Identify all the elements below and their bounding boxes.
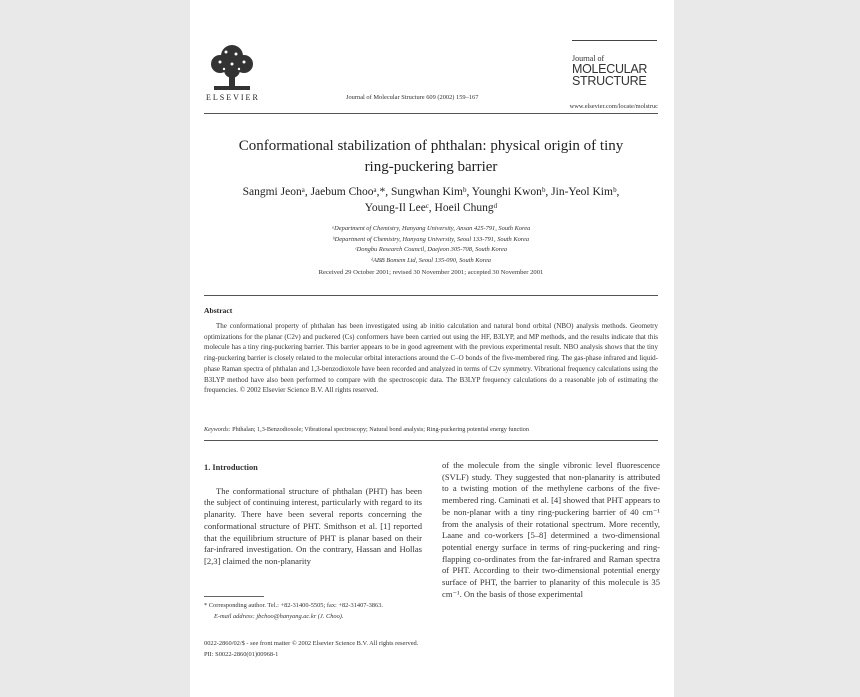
keywords <box>204 426 658 433</box>
pii-line: PII: S0022-2860(01)00968-1 <box>204 651 279 658</box>
journal-logo-structure: STRUCTURE <box>572 74 647 88</box>
publisher-name: ELSEVIER <box>206 93 260 102</box>
corresponding-author-note: * Corresponding author. Tel.: +82-31400-5505; fax: +82-31407-3863. <box>204 602 383 609</box>
affiliation-b: ᵇDepartment of Chemistry, Hanyang University, Seoul 133-791, South Korea <box>332 235 530 243</box>
authors-line-2: Young-Il Leeᶜ, Hoeil Chungᵈ <box>364 202 498 214</box>
affiliation-d: ᵈABB Bomem Ltd, Seoul 135-090, South Korea <box>371 256 491 264</box>
abstract-heading: Abstract <box>204 306 233 315</box>
email-note: E-mail address: jbchoo@hanyang.ac.kr (J. Choo). <box>214 612 344 620</box>
elsevier-tree-logo <box>206 42 258 92</box>
journal-logo-rule <box>572 40 657 41</box>
copyright-line: 0022-2860/02/$ - see front matter © 2002 Elsevier Science B.V. All rights reserved. <box>204 640 419 647</box>
journal-url[interactable]: www.elsevier.com/locate/molstruc <box>569 103 658 110</box>
abstract-top-rule <box>204 295 658 296</box>
right-column <box>442 460 660 600</box>
affiliations <box>204 224 658 266</box>
author-list <box>204 184 658 216</box>
authors-line-1: Sangmi Jeonᵃ, Jaebum Chooᵃ,*, Sungwhan Kimᵇ, Younghi Kwonᵇ, Jin-Yeol Kimᵇ, <box>242 186 620 198</box>
article-title <box>204 136 658 178</box>
keywords-list: Phthalan; 1,3-Benzodioxole; Vibrational spectroscopy; Natural bond analysis; Ring-puckering potential energy function <box>232 426 529 433</box>
footnote <box>204 601 422 622</box>
journal-citation: Journal of Molecular Structure 609 (2002) 159–167 <box>346 94 479 101</box>
paper-page <box>190 0 674 697</box>
received-dates: Received 29 October 2001; revised 30 November 2001; accepted 30 November 2001 <box>318 269 544 276</box>
journal-logo-of: Journal of <box>572 54 605 63</box>
left-column <box>204 462 422 568</box>
title-line-2: ring-puckering barrier <box>364 159 498 175</box>
header-rule <box>204 113 658 114</box>
copyright-block <box>204 638 504 660</box>
intro-paragraph-left: The conformational structure of phthalan (PHT) has been the subject of continuing interest, particularly with regard to its planarity. There have been several reports concerning the conformational structure of PHT. Smithson et al. [1] reported that the equilibrium structure of PHT is planar based on their far-infrared investigation. On the contrary, Hassan and Hollas [2,3] claimed the non-planarity <box>204 485 422 566</box>
journal-logo-molecular: MOLECULAR <box>572 62 648 76</box>
title-line-1: Conformational stabilization of phthalan: physical origin of tiny <box>238 138 624 154</box>
affiliation-c: ᶜDongbu Research Council, Daejeon 305-708, South Korea <box>354 246 508 253</box>
abstract-bottom-rule <box>204 440 658 441</box>
introduction-heading: 1. Introduction <box>204 463 258 472</box>
keywords-label: Keywords: <box>204 426 231 433</box>
footnote-rule <box>204 596 264 597</box>
affiliation-a: ᵃDepartment of Chemistry, Hanyang University, Ansan 425-791, South Korea <box>331 225 531 232</box>
intro-paragraph-right: of the molecule from the single vibronic level fluorescence (SVLF) study. They suggested that non-planarity is attributed to a twisting motion of the methylene carbons of the five-membered ring. Caminati et al. [4] showed that PHT appears to be non-planar with a tiny ring-puckering barrier of 40 cm⁻¹ from the analysis of their rotational spectrum. More recently, Laane and co-workers [5–8] determined a two-dimensional potential energy surface in terms of ring-puckering and ring-flapping co-ordinates from the far-infrared and Raman spectra of PHT. According to their two-dimensional potential energy surface of PHT, the barrier to planarity of this molecule is 35 cm⁻¹. On the basis of those experimental <box>442 460 660 599</box>
abstract-text: The conformational property of phthalan has been investigated using ab initio calculation and natural bond orbital (NBO) analysis methods. Geometry optimizations for the planar (C2v) and puckered (Cs) conformers have been carried out using the HF, B3LYP, and MP methods, and the results indicate that this molecule has a tiny ring-puckering barrier. This barrier appears to be in good agreement with the previous experimental result. NBO analysis shows that the tiny ring-puckering barrier is closely related to the molecular orbital interactions around the C–O bonds of the five-membered ring. The gas-phase infrared and liquid-phase Raman spectra of phthalan and 1,3-benzodioxole have been recorded and analyzed in terms of C2v symmetry. Vibrational frequency calculations using the B3LYP method have also been performed to compare with the spectroscopic data. The B3LYP frequency calculations do a reasonable job of estimating the frequencies. © 2002 Elsevier Science B.V. All rights reserved. <box>204 322 658 395</box>
